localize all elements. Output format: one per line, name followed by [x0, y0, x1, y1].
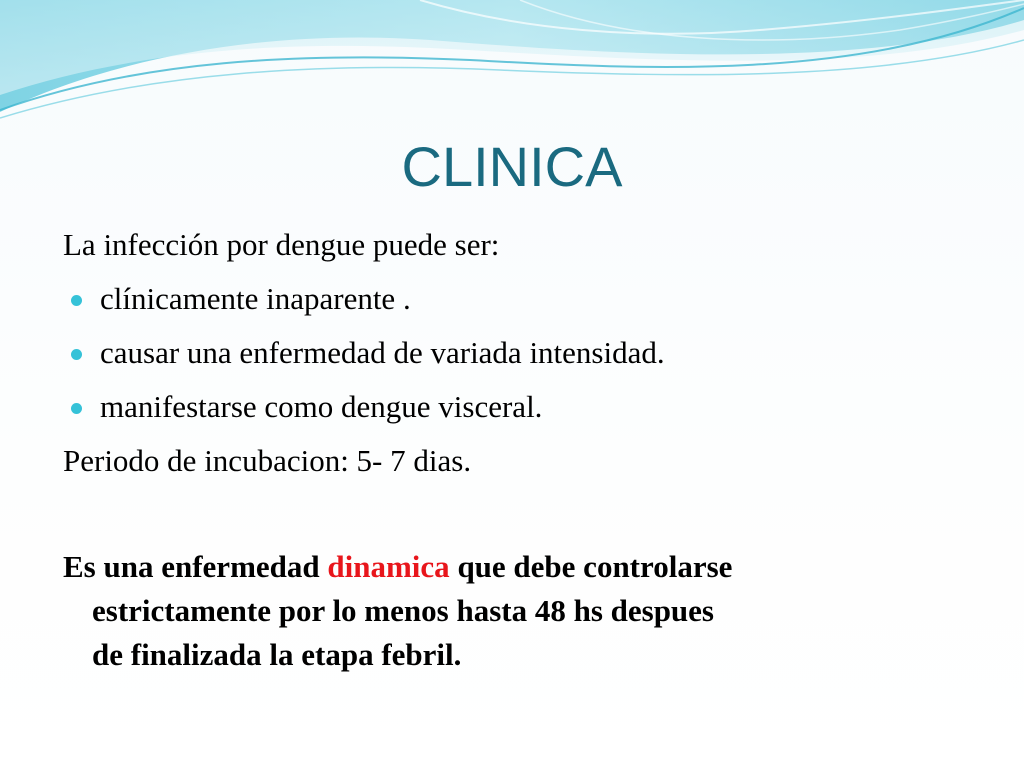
- bullet-text: manifestarse como dengue visceral.: [100, 389, 543, 424]
- bullet-text: causar una enfermedad de variada intensidad.: [100, 335, 665, 370]
- bullet-dot-icon: [71, 295, 82, 306]
- emphasis-line-3: de finalizada la etapa febril.: [92, 637, 462, 672]
- intro-text: La infección por dengue puede ser:: [63, 227, 500, 262]
- emphasis-line-2: estrictamente por lo menos hasta 48 hs despues: [92, 593, 714, 628]
- incubation-text: Periodo de incubacion: 5- 7 dias.: [63, 443, 472, 478]
- highlighted-word: dinamica: [327, 549, 450, 584]
- emphasis-part-2: que debe controlarse: [449, 549, 733, 584]
- bullet-dot-icon: [71, 349, 82, 360]
- emphasis-part-1: Es una enfermedad: [63, 549, 328, 584]
- decorative-wave-header: [0, 0, 1024, 130]
- emphasis-paragraph: [63, 545, 963, 677]
- slide-title: CLINICA: [401, 135, 623, 198]
- emphasis-line-1: [63, 545, 963, 589]
- bullet-dot-icon: [71, 403, 82, 414]
- bullet-text: clínicamente inaparente .: [100, 281, 411, 316]
